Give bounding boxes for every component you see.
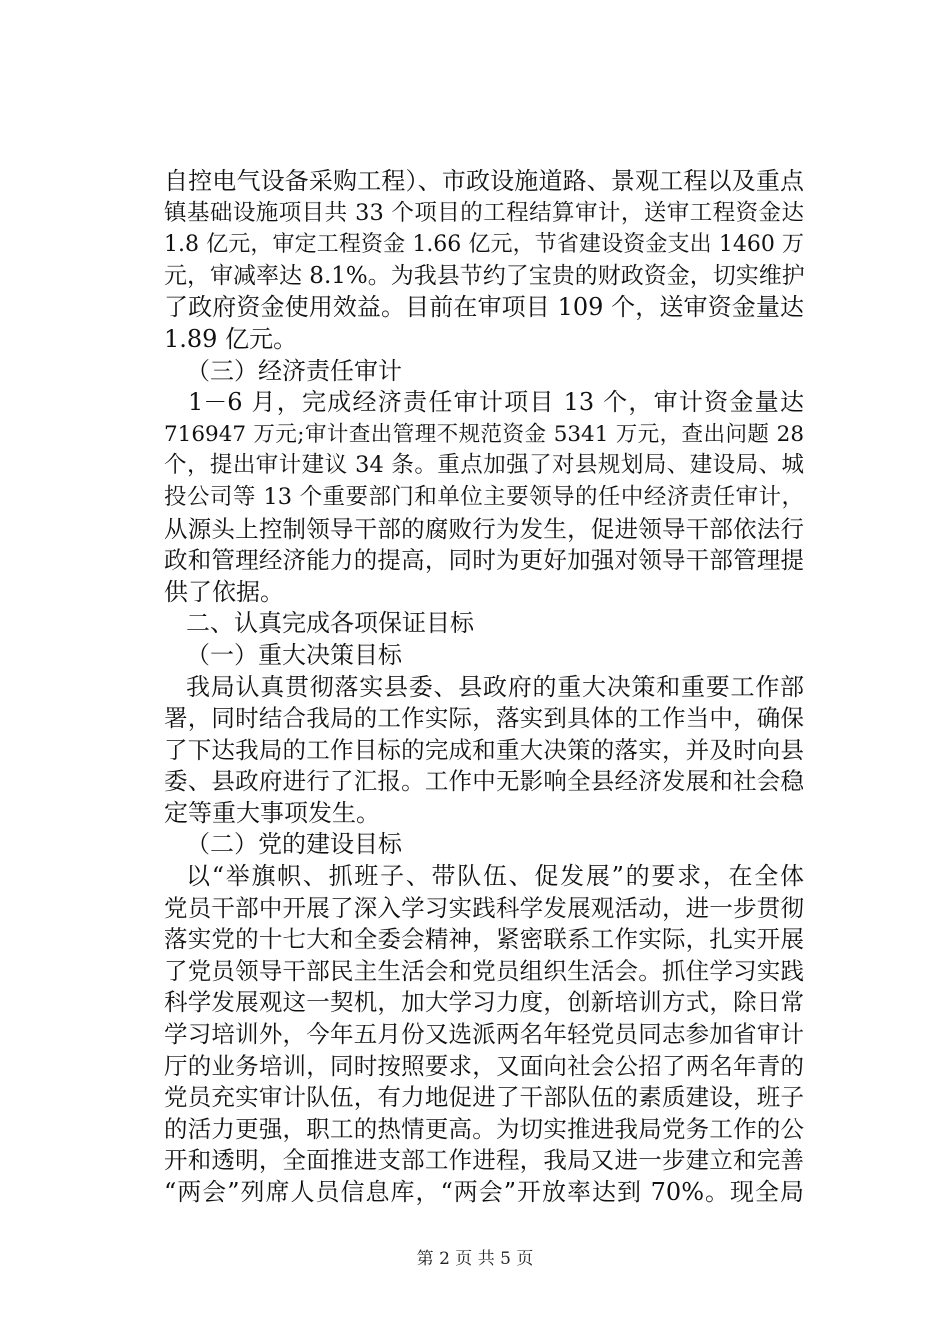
page-footer: 第 2 页 共 5 页 <box>416 1249 534 1269</box>
text-line: 委、县政府进行了汇报。工作中无影响全县经济发展和社会稳 <box>164 767 804 796</box>
text-line: 党员充实审计队伍，有力地促进了干部队伍的素质建设，班子 <box>164 1083 804 1112</box>
text-line: 供了依据。 <box>164 577 284 606</box>
text-line: 定等重大事项发生。 <box>164 798 380 827</box>
text-line: 了政府资金使用效益。目前在审项目 109 个，送审资金量达 <box>164 293 804 322</box>
text-line: 署，同时结合我局的工作实际，落实到具体的工作当中，确保 <box>164 704 804 733</box>
text-line: （一）重大决策目标 <box>186 640 402 669</box>
text-line: 党员干部中开展了深入学习实践科学发展观活动，进一步贯彻 <box>164 893 804 922</box>
text-line: 厅的业务培训，同时按照要求，又面向社会公招了两名年青的 <box>164 1051 804 1080</box>
text-line: 科学发展观这一契机，加大学习力度，创新培训方式，除日常 <box>164 988 804 1017</box>
text-line: “两会”列席人员信息库，“两会”开放率达到 70%。现全局 <box>164 1178 804 1206</box>
text-line: 的活力更强，职工的热情更高。为切实推进我局党务工作的公 <box>164 1114 804 1143</box>
text-line: 政和管理经济能力的提高，同时为更好加强对领导干部管理提 <box>164 546 804 575</box>
text-line: 从源头上控制领导干部的腐败行为发生，促进领导干部依法行 <box>164 514 804 543</box>
text-line: （三）经济责任审计 <box>186 356 402 385</box>
text-line: 个，提出审计建议 34 条。重点加强了对县规划局、建设局、城 <box>164 452 804 479</box>
text-line: 716947 万元;审计查出管理不规范资金 5341 万元，查出问题 28 <box>164 421 804 447</box>
text-line: 自控电气设备采购工程）、市政设施道路、景观工程以及重点 <box>164 167 804 195</box>
text-line: 镇基础设施项目共 33 个项目的工程结算审计，送审工程资金达 <box>164 199 804 226</box>
text-line: 1.8 亿元，审定工程资金 1.66 亿元，节省建设资金支出 1460 万 <box>164 232 804 258</box>
document-body <box>164 166 804 1209</box>
text-line: （二）党的建设目标 <box>186 830 402 859</box>
text-line: 落实党的十七大和全委会精神，紧密联系工作实际，扎实开展 <box>164 925 804 954</box>
text-line: 元，审减率达 8.1%。为我县节约了宝贵的财政资金，切实维护 <box>164 262 805 289</box>
text-line: 投公司等 13 个重要部门和单位主要领导的任中经济责任审计， <box>164 483 804 510</box>
text-line: 学习培训外，今年五月份又选派两名年轻党员同志参加省审计 <box>164 1020 804 1049</box>
text-line: 以“举旗帜、抓班子、带队伍、促发展”的要求，在全体 <box>186 862 804 891</box>
text-line: 了下达我局的工作目标的完成和重大决策的落实，并及时向县 <box>164 735 804 764</box>
text-line: 我局认真贯彻落实县委、县政府的重大决策和重要工作部 <box>186 672 804 701</box>
text-line: 二、认真完成各项保证目标 <box>186 609 474 638</box>
text-line: 开和透明，全面推进支部工作进程，我局又进一步建立和完善 <box>164 1146 804 1175</box>
text-line: 1.89 亿元。 <box>164 324 298 353</box>
text-line: 1－6 月，完成经济责任审计项目 13 个，审计资金量达 <box>188 388 804 417</box>
text-line: 了党员领导干部民主生活会和党员组织生活会。抓住学习实践 <box>164 956 804 985</box>
